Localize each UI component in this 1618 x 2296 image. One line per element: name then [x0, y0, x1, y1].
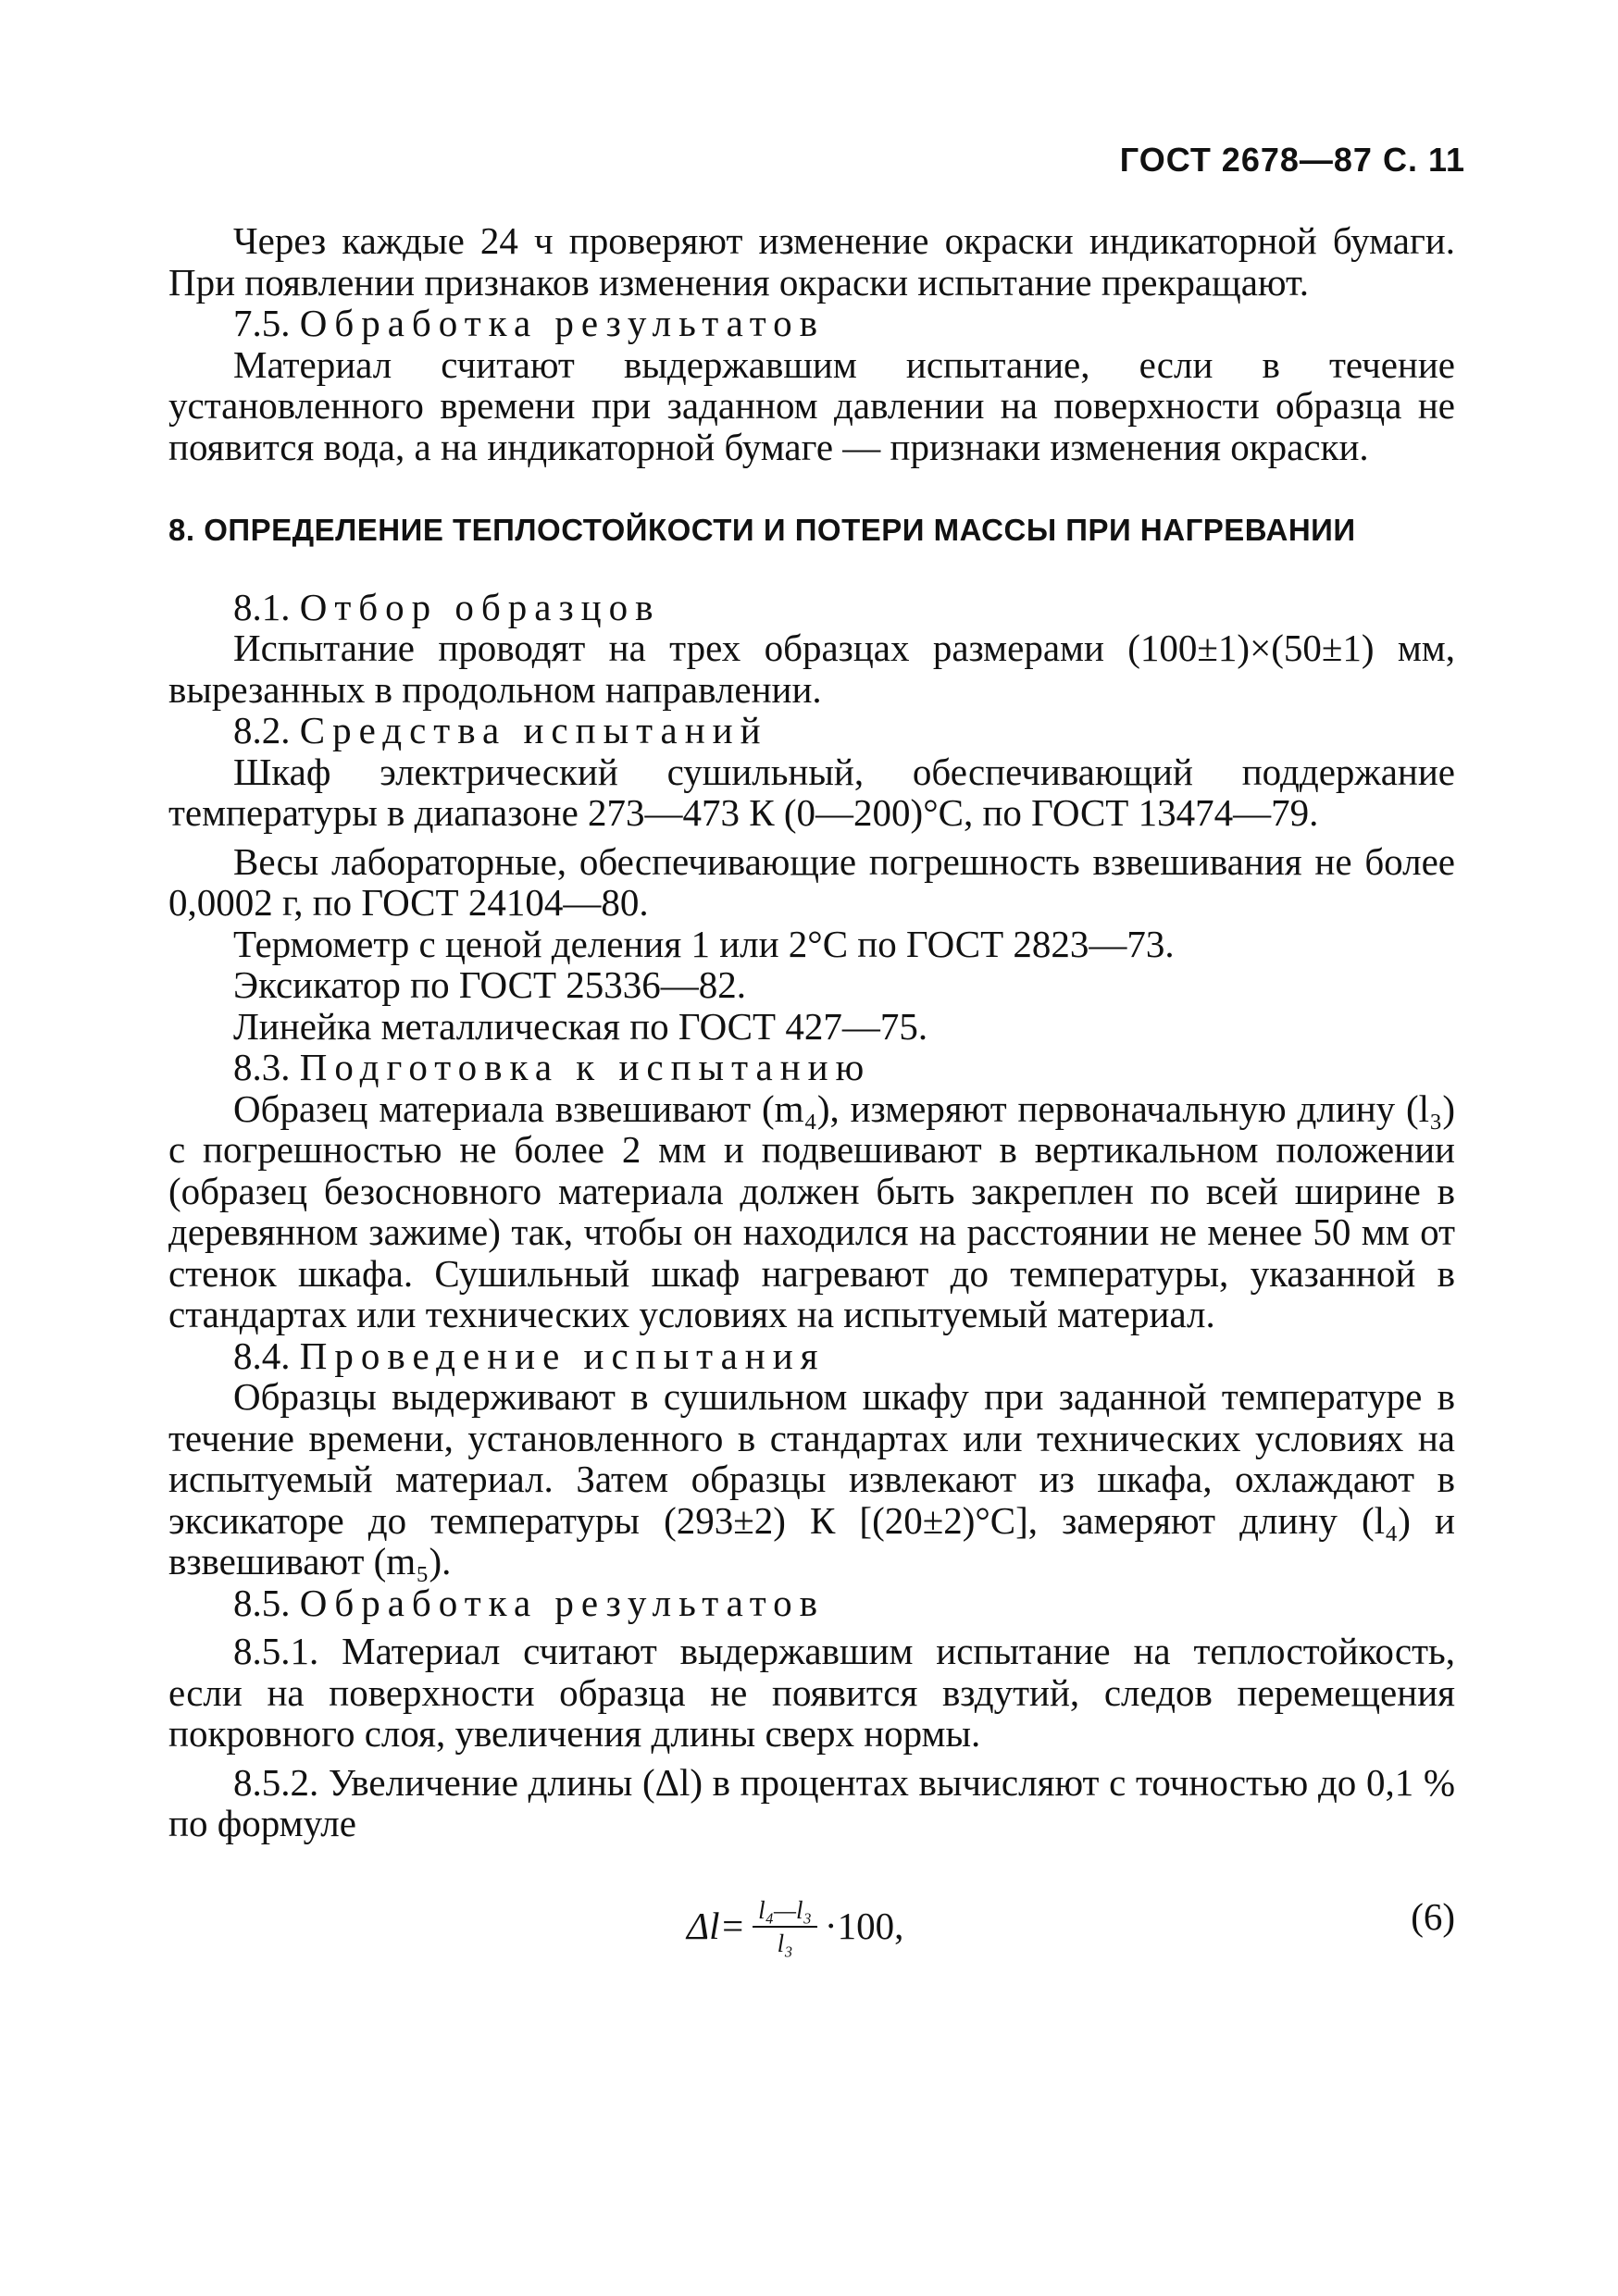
subsection-heading-8-4 — [168, 1335, 1455, 1377]
paragraph-8-1: Испытание проводят на трех образцах размерами (100±1)×(50±1) мм, вырезанных в продольном направлении. — [168, 627, 1455, 711]
subsection-title: Отбор образцов — [299, 585, 661, 628]
paragraph-7-5: Материал считают выдержавшим испытание, если в течение установленного времени при заданном давлении на поверхности образца не появится вода, а на индикаторной бумаге — признаки изменения окраски. — [168, 342, 1455, 468]
subsection-title: Средства испытаний — [299, 709, 768, 751]
subsection-title: Обработка результатов — [299, 302, 826, 344]
subsection-heading-7-5 — [168, 303, 1455, 344]
running-header: ГОСТ 2678—87 С. 11 — [1119, 141, 1465, 179]
subsection-heading-8-3 — [168, 1047, 1455, 1088]
formula-denominator: l₃ — [777, 1929, 793, 1957]
subsection-heading-8-2 — [168, 710, 1455, 751]
formula-6 — [168, 1868, 1455, 1980]
paragraph-8-2-thermometer: Термометр с ценой деления 1 или 2°С по ГОСТ 2823—73. — [233, 922, 1175, 965]
subsection-heading-8-5 — [168, 1582, 1455, 1624]
subsection-heading-8-1 — [168, 587, 1455, 628]
paragraph-8-2-ruler: Линейка металлическая по ГОСТ 427—75. — [233, 1004, 928, 1048]
paragraph-8-2-scales: Весы лабораторные, обеспечивающие погрешность взвешивания не более 0,0002 г, по ГОСТ 24104—80. — [168, 839, 1455, 924]
formula-numerator: l₄—l₃ — [753, 1896, 817, 1928]
paragraph-8-2-desiccator: Эксикатор по ГОСТ 25336—82. — [233, 963, 747, 1006]
subsection-number: 7.5. — [233, 302, 291, 344]
paragraph-check: Через каждые 24 ч проверяют изменение окраски индикаторной бумаги. При появлении признаков изменения окраски испытание прекращают. — [168, 219, 1455, 304]
formula-rhs: ·100, — [824, 1905, 904, 1948]
section-title-8: 8. ОПРЕДЕЛЕНИЕ ТЕПЛОСТОЙКОСТИ И ПОТЕРИ МАССЫ ПРИ НАГРЕВАНИИ — [168, 513, 1356, 547]
formula-number: (6) — [1411, 1894, 1455, 1938]
paragraph-8-2-oven: Шкаф электрический сушильный, обеспечивающий поддержание температуры в диапазоне 273—473 К (0—200)°С, по ГОСТ 13474—79. — [168, 750, 1455, 834]
subsection-title: Подготовка к испытанию — [299, 1046, 872, 1088]
subsection-title: Обработка результатов — [299, 1581, 826, 1624]
formula-fraction — [753, 1896, 817, 1957]
paragraph-8-4: Образцы выдерживают в сушильном шкафу при заданной температуре в течение времени, установленного в стандартах или технических условиях на испытуемый материал. Затем образцы извлекают из шкафа, охлаждают в эксикаторе до температуры (293±2) К [(20±2)°С], замеряют длину (l₄) и взвешивают (m₅). — [168, 1375, 1455, 1582]
paragraph-8-3: Образец материала взвешивают (m₄), измеряют первоначальную длину (l₃) с погрешностью не более 2 мм и подвешивают в вертикальном положении (образец безосновного материала должен быть закреплен по всей ширине в деревянном зажиме) так, чтобы он находился на расстоянии не менее 50 мм от стенок шкафа. Сушильный шкаф нагревают до температуры, указанной в стандартах или технических условиях на испытуемый материал. — [168, 1086, 1455, 1335]
paragraph-8-5-2: 8.5.2. Увеличение длины (Δl) в процентах вычисляют с точностью до 0,1 % по формуле — [168, 1760, 1455, 1844]
subsection-number: 8.2. — [233, 709, 291, 751]
subsection-title: Проведение испытания — [299, 1334, 826, 1377]
subsection-number: 8.5. — [233, 1581, 291, 1624]
subsection-number: 8.3. — [233, 1046, 291, 1088]
subsection-number: 8.1. — [233, 585, 291, 628]
page-body — [168, 220, 1455, 1980]
subsection-number: 8.4. — [233, 1334, 291, 1377]
paragraph-8-5-1: 8.5.1. Материал считают выдержавшим испытание на теплостойкость, если на поверхности образца не появится вздутий, следов перемещения покровного слоя, увеличения длины сверх нормы. — [168, 1630, 1455, 1755]
formula-lhs: Δl= — [687, 1905, 746, 1948]
formula-expression — [687, 1896, 903, 1957]
